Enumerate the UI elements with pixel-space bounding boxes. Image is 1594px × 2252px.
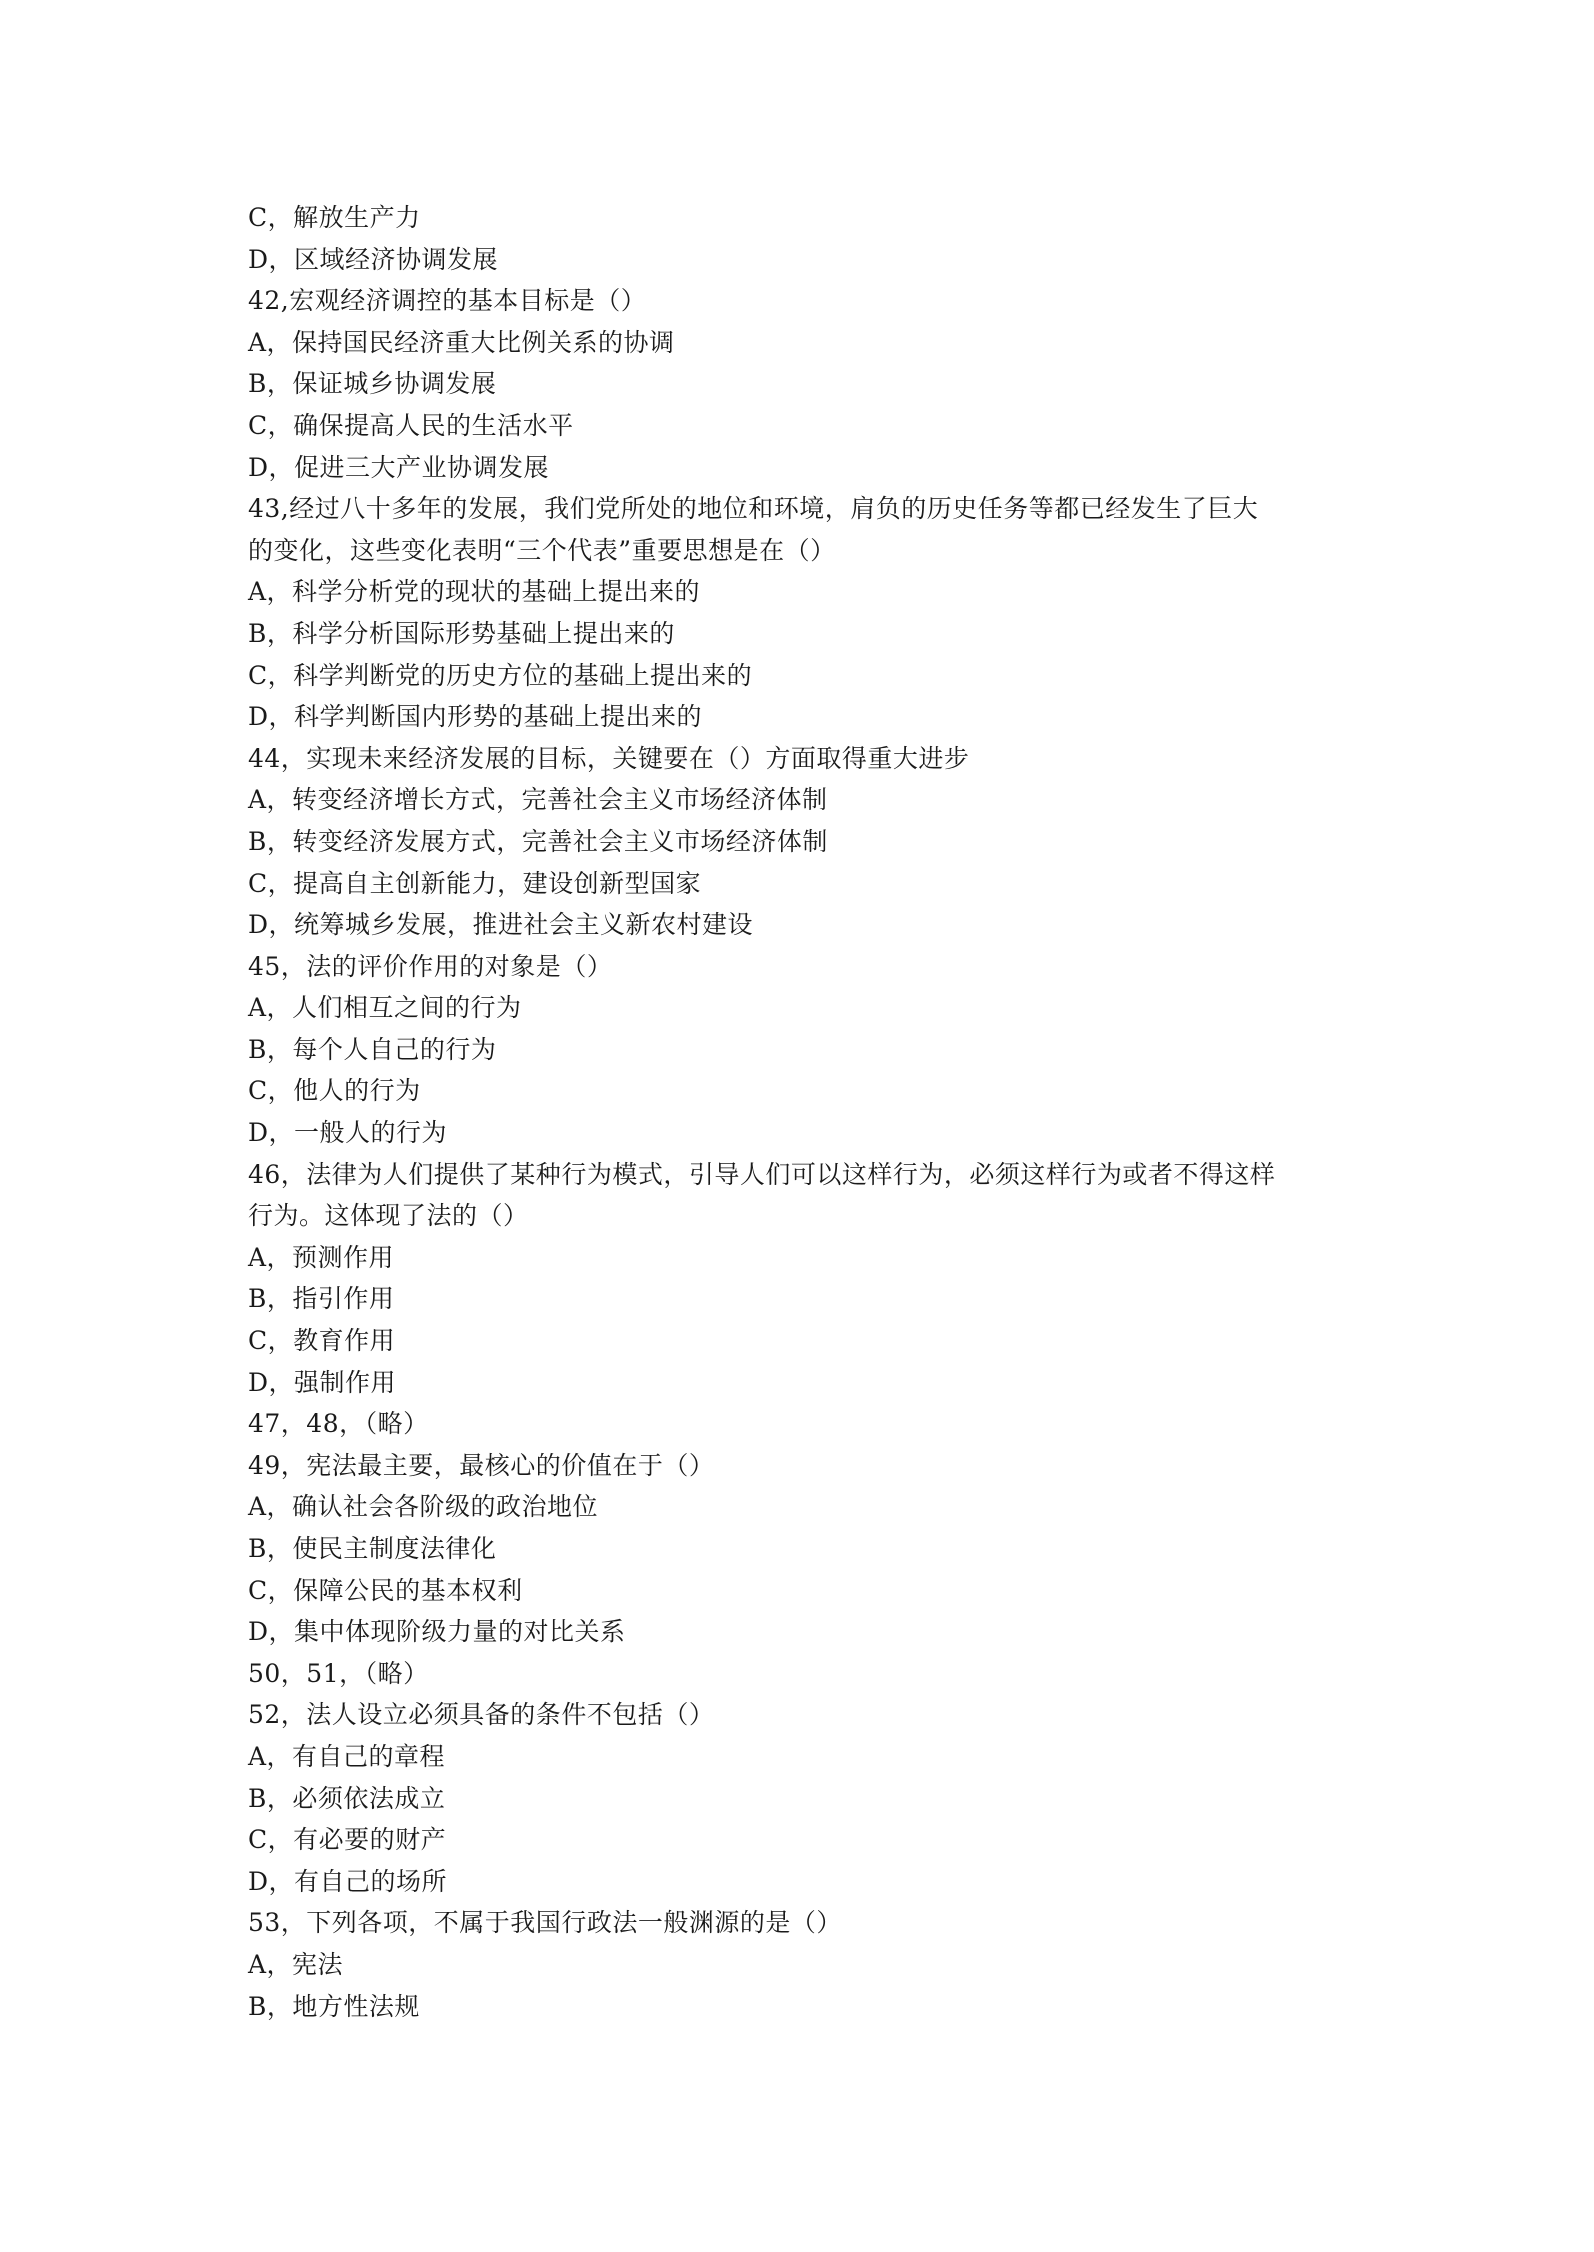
text-line: D，集中体现阶级力量的对比关系 [248,1617,626,1647]
text-line: C，确保提高人民的生活水平 [248,410,574,440]
text-line: 45，法的评价作用的对象是（） [248,951,613,981]
text-line: D，有自己的场所 [248,1866,448,1896]
text-line: 的变化，这些变化表明“三个代表”重要思想是在（） [248,535,836,565]
text-line: 50，51，（略） [248,1658,429,1688]
text-line: D，促进三大产业协调发展 [248,452,550,482]
text-line: C，科学判断党的历史方位的基础上提出来的 [248,660,753,690]
text-line: 43,经过八十多年的发展，我们党所处的地位和环境，肩负的历史任务等都已经发生了巨大 [248,494,1259,524]
text-line: D，强制作用 [248,1367,397,1397]
text-line: 49，宪法最主要，最核心的价值在于（） [248,1450,715,1480]
text-line: 53，下列各项，不属于我国行政法一般渊源的是（） [248,1908,842,1938]
text-line: C，保障公民的基本权利 [248,1575,523,1605]
text-line: D，统筹城乡发展，推进社会主义新农村建设 [248,910,754,940]
text-line: C，有必要的财产 [248,1825,447,1855]
text-line: B，使民主制度法律化 [248,1534,497,1563]
text-line: C，他人的行为 [248,1076,421,1106]
text-line: B，转变经济发展方式，完善社会主义市场经济体制 [248,826,828,856]
text-line: B，地方性法规 [248,1991,420,2021]
text-line: 42,宏观经济调控的基本目标是（） [248,286,647,316]
text-line: B，必须依法成立 [248,1783,446,1813]
text-line: A，转变经济增长方式，完善社会主义市场经济体制 [248,785,828,815]
text-line: A，保持国民经济重大比例关系的协调 [248,327,675,357]
text-line: 47，48，（略） [248,1409,429,1439]
text-line: B，指引作用 [248,1284,395,1314]
text-line: 52，法人设立必须具备的条件不包括（） [248,1700,715,1730]
text-line: C，提高自主创新能力，建设创新型国家 [248,868,702,898]
text-line: A，确认社会各阶级的政治地位 [248,1492,599,1522]
text-line: D，科学判断国内形势的基础上提出来的 [248,702,703,732]
text-line: 行为。这体现了法的（） [248,1201,529,1231]
text-line: A，宪法 [248,1949,344,1979]
text-line: B，每个人自己的行为 [248,1034,497,1064]
document-body [248,197,1364,2027]
text-line: 44，实现未来经济发展的目标，关键要在（）方面取得重大进步 [248,743,970,773]
text-line: A，有自己的章程 [248,1741,446,1771]
text-line: A，人们相互之间的行为 [248,993,522,1023]
text-line: B，科学分析国际形势基础上提出来的 [248,618,675,648]
text-line: C，解放生产力 [248,203,421,232]
text-line: D，一般人的行为 [248,1118,448,1148]
text-line: B，保证城乡协调发展 [248,369,497,399]
text-line: A，预测作用 [248,1242,395,1272]
text-line: C，教育作用 [248,1326,396,1356]
text-line: D，区域经济协调发展 [248,244,499,274]
text-line: A，科学分析党的现状的基础上提出来的 [248,577,701,607]
text-line: 46，法律为人们提供了某种行为模式，引导人们可以这样行为，必须这样行为或者不得这样 [248,1159,1276,1189]
